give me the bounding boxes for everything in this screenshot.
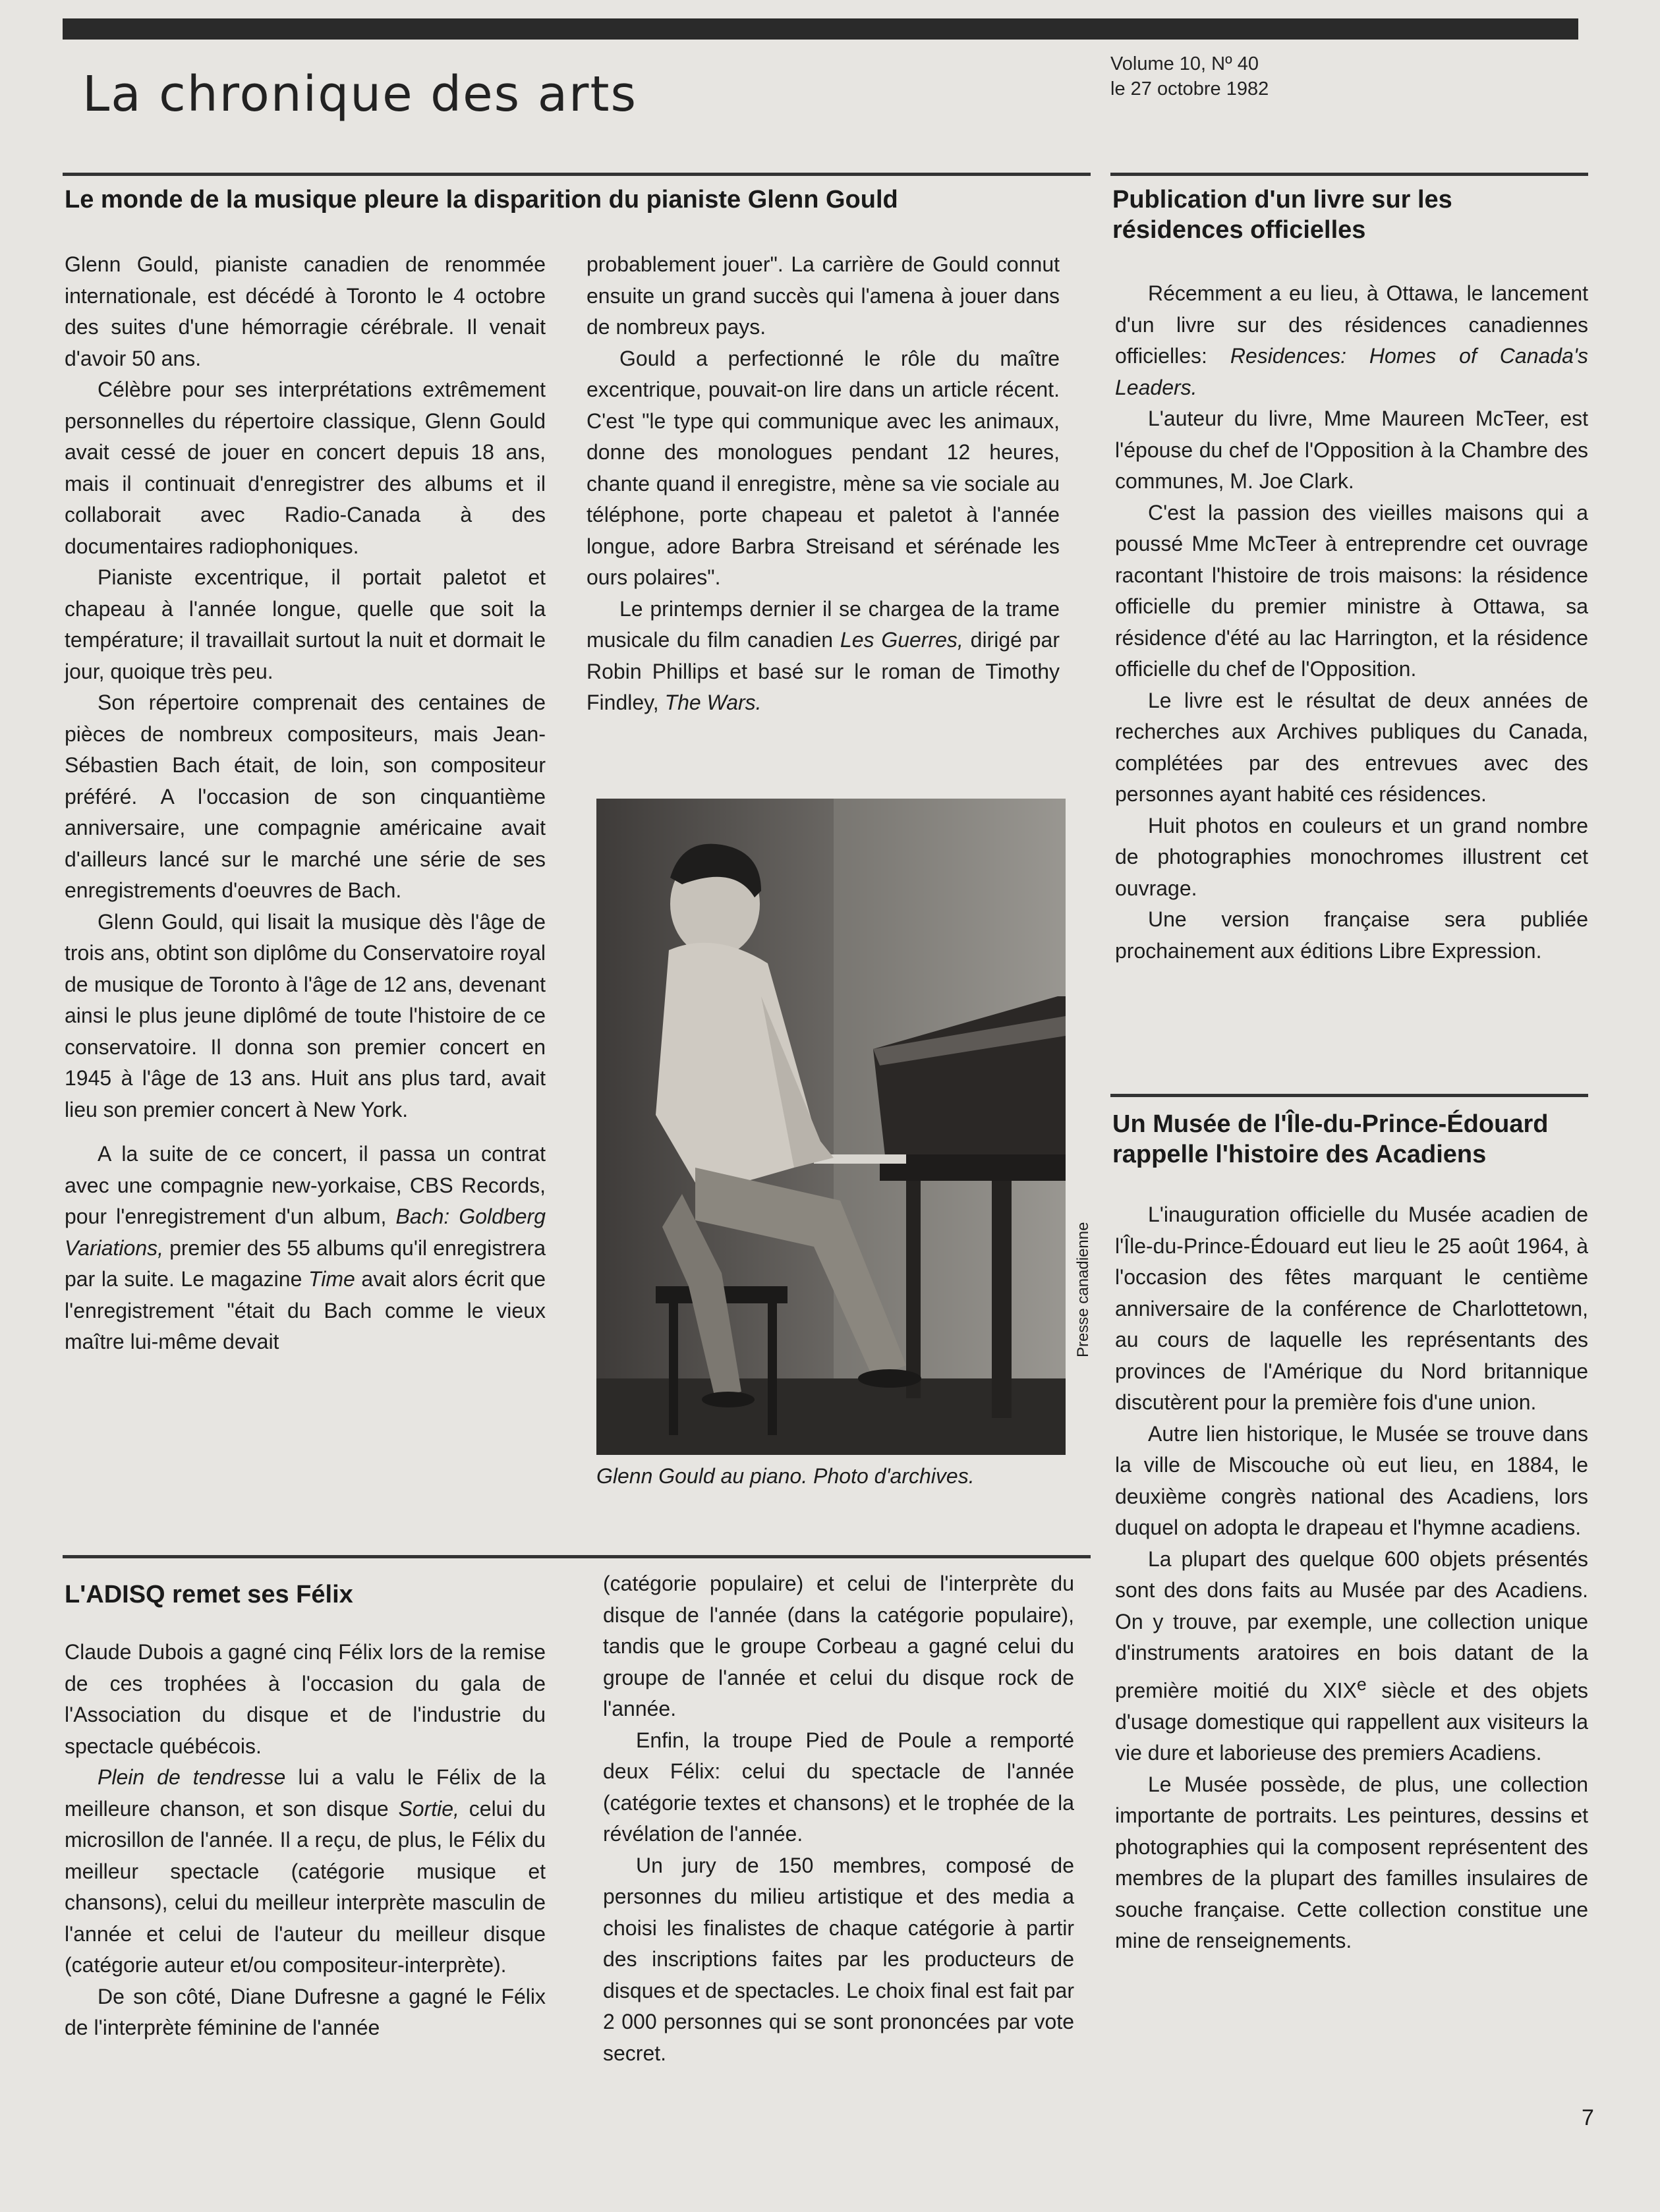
song-title: Plein de tendresse (98, 1765, 286, 1789)
livre-rule (1110, 173, 1588, 176)
top-bar (63, 18, 1578, 40)
adisq-paragraph: Plein de tendresse lui a valu le Félix de la meilleure chanson, et son disque Sortie, celui du microsillon de l'année. Il a reçu, de plus, le Félix du meilleur spectacle (catégorie musique et chansons), celui du meilleur interprète masculin de l'année et celui de l'auteur du meilleur disque (catégorie auteur et/ou compositeur-interprète). (65, 1765, 546, 1977)
livre-column (1115, 278, 1588, 967)
adisq-column-2 (603, 1568, 1074, 2069)
gould-paragraph: Le printemps dernier il se chargea de la trame musicale du film canadien Les Guerres, dirigé par Robin Phillips et basé sur le roman de Timothy Findley, The Wars. (587, 596, 1060, 714)
gould-paragraph: probablement jouer". La carrière de Gould connut ensuite un grand succès qui l'amena à jouer dans de nombreux pays. (587, 252, 1060, 339)
gould-paragraph: Son répertoire comprenait des centaines de pièces de nombreux compositeurs, mais Jean-Sébastien Bach était, de loin, son compositeur préféré. A l'occasion de son cinquantième anniversaire, une compagnie américaine avait d'ailleurs lancé sur le marché une série de ses enregistrements d'oeuvres de Bach. (65, 691, 546, 902)
novel-title: The Wars. (664, 691, 762, 714)
livre-paragraph: Huit photos en couleurs et un grand nombre de photographies monochromes illustrent cet ouvrage. (1115, 813, 1588, 900)
gould-paragraph: Célèbre pour ses interprétations extrêmement personnelles du répertoire classique, Glenn Gould avait cessé de jouer en concert depuis 18 ans, mais il continuait d'enregistrer des albums et il collaborait avec Radio-Canada à des documentaires radiophoniques. (65, 378, 546, 558)
adisq-paragraph: Enfin, la troupe Pied de Poule a remporté deux Félix: celui du spectacle de l'année (catégorie textes et chansons) et le trophée de la révélation de l'année. (603, 1728, 1074, 1846)
livre-paragraph: Récemment a eu lieu, à Ottawa, le lancement d'un livre sur des résidences canadiennes officielles: Residences: Homes of Canada's Leaders. (1115, 281, 1589, 399)
adisq-paragraph: (catégorie populaire) et celui de l'interprète du disque de l'année (dans la catégorie populaire), tandis que le groupe Corbeau a gagné celui du groupe de l'année et celui du disque rock de l'année. (603, 1572, 1074, 1720)
pianist-illustration (596, 799, 1066, 1455)
musee-rule (1110, 1094, 1588, 1097)
gould-photo (596, 799, 1066, 1455)
gould-paragraph: Pianiste excentrique, il portait paletot et chapeau à l'année longue, quelle que soit la température; il travaillait surtout la nuit et dormait le jour, quoique très peu. (65, 565, 546, 683)
photo-credit: Presse canadienne (1074, 1222, 1092, 1357)
musee-paragraph: Le Musée possède, de plus, une collection importante de portraits. Les peintures, dessins et photographies qui la composent représentent des membres de la plupart des familles insulaires de souche française. Cette collection constitue une mine de renseignements. (1115, 1772, 1588, 1953)
musee-paragraph: L'inauguration officielle du Musée acadien de l'Île-du-Prince-Édouard eut lieu le 25 août 1964, à l'occasion des fêtes marquant le centième anniversaire de la conférence de Charlottetown, au cours de laquelle les représentants des provinces de l'Amérique du Nord britannique discutèrent pour la première fois d'une union. (1115, 1203, 1588, 1414)
livre-headline: Publication d'un livre sur les résidences officielles (1112, 186, 1452, 244)
musee-column (1115, 1199, 1588, 1957)
gould-rule (63, 173, 1091, 176)
livre-paragraph: Une version française sera publiée prochainement aux éditions Libre Expression. (1115, 907, 1588, 963)
livre-paragraph: C'est la passion des vieilles maisons qui a poussé Mme McTeer à entreprendre cet ouvrage racontant l'histoire de trois maisons: la résidence officielle du premier ministre à Ottawa, sa résidence d'été au lac Harrington, et la résidence officielle du chef de l'Opposition. (1115, 500, 1588, 681)
disc-title: Sortie, (398, 1796, 459, 1821)
gould-paragraph: A la suite de ce concert, il passa un contrat avec une compagnie new-yorkaise, CBS Records, pour l'enregistrement d'un album, Bach: Goldberg Variations, premier des 55 albums qu'il enregistrera par la suite. Le magazine Time avait alors écrit que l'enregistrement "était du Bach comme le vieux maître lui-même devait (65, 1142, 546, 1353)
volume-number: Volume 10, Nº 40 (1110, 53, 1259, 74)
issue-info (1110, 51, 1269, 101)
adisq-paragraph: Claude Dubois a gagné cinq Félix lors de la remise de ces trophées à l'occasion du gala de l'Association du disque et de l'industrie du spectacle québécois. (65, 1640, 546, 1758)
book-title: Residences: Homes of Canada's Leaders. (1115, 344, 1589, 399)
album-title: Bach: Goldberg Variations, (65, 1205, 546, 1260)
photo-caption: Glenn Gould au piano. Photo d'archives. (596, 1464, 975, 1488)
adisq-paragraph: Un jury de 150 membres, composé de personnes du milieu artistique et des media a choisi les finalistes de chaque catégorie à partir des inscriptions faites par les producteurs de disques et de spectacles. Le choix final est fait par 2 000 personnes qui se sont prononcées par vote secret. (603, 1853, 1074, 2065)
musee-paragraph: Autre lien historique, le Musée se trouve dans la ville de Miscouche où eut lieu, en 1884, le deuxième congrès national des Acadiens, lors duquel on adopta le drapeau et l'hymne acadiens. (1115, 1421, 1588, 1539)
gould-paragraph: Glenn Gould, qui lisait la musique dès l'âge de trois ans, obtint son diplôme du Conservatoire royal de musique de Toronto à l'âge de 12 ans, devenant ainsi le plus jeune diplômé de toute l'histoire de ce conservatoire. Il donna son premier concert en 1945 à l'âge de 13 ans. Huit ans plus tard, avait lieu son premier concert à New York. (65, 909, 546, 1121)
gould-paragraph: Gould a perfectionné le rôle du maître excentrique, pouvait-on lire dans un article récent. C'est "le type qui communique avec les animaux, donne des monologues pendant 12 heures, chante quand il enregistre, mène sa vie sociale au téléphone, porte chapeau et paletot à l'année longue, adore Barbra Streisand et sérénade les ours polaires". (587, 346, 1060, 589)
gould-column-2 (587, 249, 1060, 719)
livre-paragraph: L'auteur du livre, Mme Maureen McTeer, est l'épouse du chef de l'Opposition à la Chambre des communes, M. Joe Clark. (1115, 407, 1588, 493)
film-title: Les Guerres, (840, 628, 963, 652)
masthead-title: La chronique des arts (82, 66, 638, 123)
adisq-headline: L'ADISQ remet ses Félix (65, 1581, 353, 1608)
musee-paragraph: La plupart des quelque 600 objets présentés sont des dons faits au Musée par des Acadiens. On y trouve, par exemple, une collection unique d'instruments aratoires en bois datant de la première moitié du XIXe siècle et des objets d'usage domestique qui rappellent aux visiteurs la vie dure et laborieuse des premiers Acadiens. (1115, 1546, 1589, 1765)
adisq-paragraph: De son côté, Diane Dufresne a gagné le Félix de l'interprète féminine de l'année (65, 1984, 546, 2039)
issue-date: le 27 octobre 1982 (1110, 78, 1269, 99)
gould-paragraph: Glenn Gould, pianiste canadien de renommée internationale, est décédé à Toronto le 4 octobre des suites d'une hémorragie cérébrale. Il venait d'avoir 50 ans. (65, 252, 546, 370)
livre-paragraph: Le livre est le résultat de deux années de recherches aux Archives publiques du Canada, complétées par des entrevues avec des personnes ayant habité ces résidences. (1115, 688, 1588, 806)
magazine-title: Time (308, 1267, 355, 1291)
page-number: 7 (1582, 2105, 1594, 2130)
musee-headline: Un Musée de l'Île-du-Prince-Édouard rappelle l'histoire des Acadiens (1112, 1110, 1549, 1168)
gould-column-1 (65, 249, 546, 1358)
adisq-column-1 (65, 1637, 546, 2044)
gould-headline: Le monde de la musique pleure la disparition du pianiste Glenn Gould (65, 186, 898, 213)
adisq-rule (63, 1555, 1091, 1558)
